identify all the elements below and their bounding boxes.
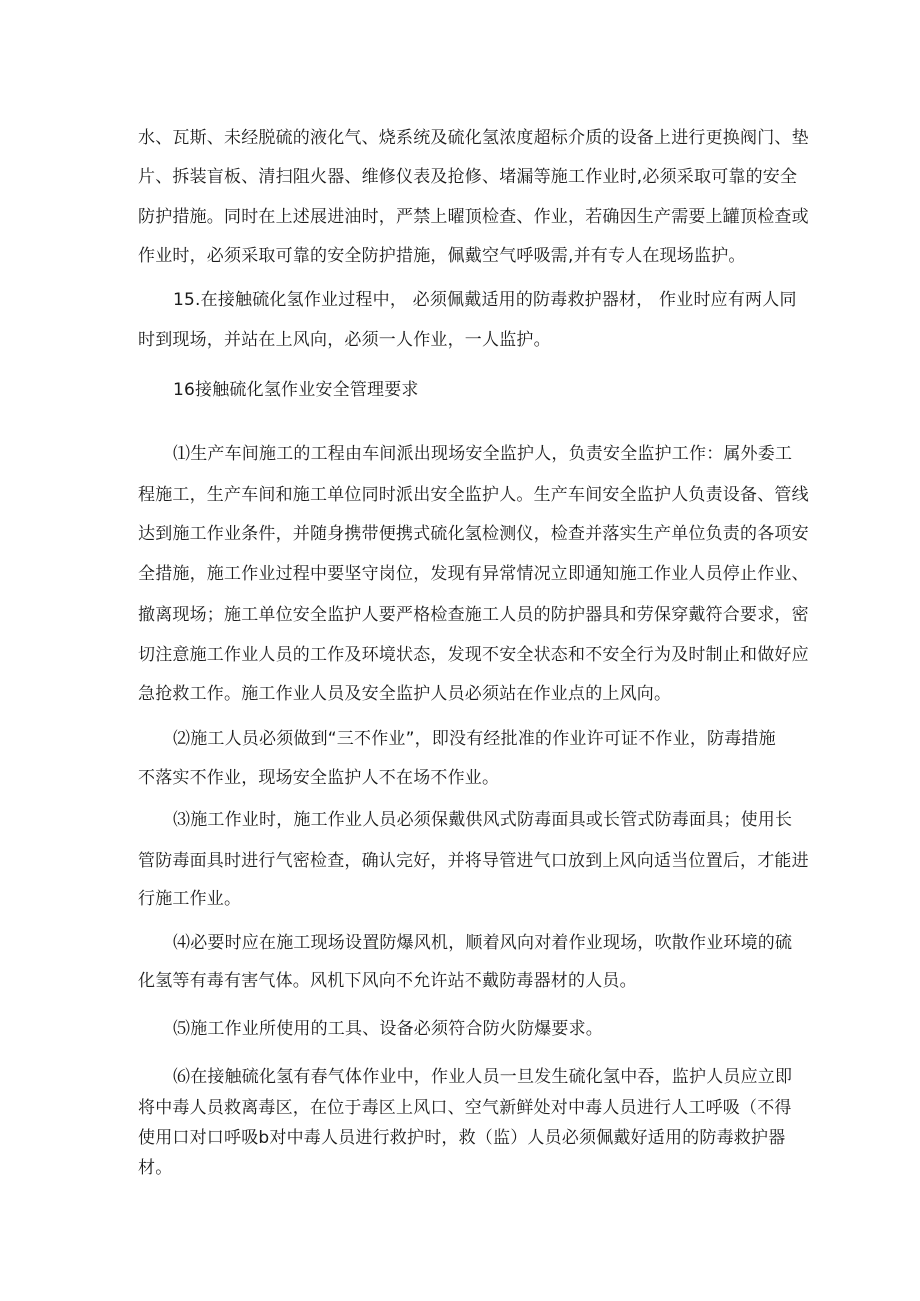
text-line: 化氢等有毒有害气体。风机下风向不允许站不戴防毒器材的人员。	[138, 971, 637, 991]
text-line: 达到施工作业条件，并随身携带便携式硫化氢检测仪，检查并落实生产单位负责的各项安	[138, 524, 809, 544]
text-line: 不落实不作业，现场安全监护人不在场不作业。	[138, 768, 500, 788]
item-2-line: ⑵施工人员必须做到“三不作业”，即没有经批准的作业许可证不作业，防毒措施	[173, 729, 776, 749]
text-line: 防护措施。同时在上述展进油时，严禁上曜顶检查、作业，若确因生产需要上罐顶检查或	[138, 207, 809, 227]
section-heading: 16接触硫化氢作业安全管理要求	[173, 380, 419, 400]
text-line: 急抢救工作。施工作业人员及安全监护人员必须站在作业点的上风向。	[138, 684, 672, 704]
paragraph-15-line: 15.在接触硫化氢作业过程中， 必须佩戴适用的防毒救护器材， 作业时应有两人同	[173, 290, 797, 310]
text-line: 时到现场，并站在上风向，必须一人作业，一人监护。	[138, 330, 551, 350]
text-line: 行施工作业。	[138, 889, 242, 909]
text-line: 将中毒人员救离毒区，在位于毒区上风口、空气新鲜处对中毒人员进行人工呼吸（不得	[138, 1098, 792, 1118]
item-3-line: ⑶施工作业时，施工作业人员必须保戴供风式防毒面具或长管式防毒面具；使用长	[173, 810, 793, 830]
text-line: 管防毒面具时进行气密检查，确认完好，并将导管进气口放到上风向适当位置后，才能进	[138, 851, 809, 871]
text-line: 全措施，施工作业过程中要坚守岗位，发现有异常情况立即通知施工作业人员停止作业、	[138, 564, 809, 584]
item-5-line: ⑸施工作业所使用的工具、设备必须符合防火防爆要求。	[173, 1019, 603, 1039]
item-4-line: ⑷必要时应在施工现场设置防爆风机，顺着风向对着作业现场，吹散作业环境的硫	[173, 933, 793, 953]
text-line: 作业时，必须采取可靠的安全防护措施，佩戴空气呼吸需,并有专人在现场监护。	[138, 246, 746, 266]
text-line: 切注意施工作业人员的工作及环境状态，发现不安全状态和不安全行为及时制止和做好应	[138, 645, 809, 665]
text-line: 使用口对口呼吸b对中毒人员进行救护时，救（监）人员必须佩戴好适用的防毒救护器	[138, 1128, 786, 1148]
text-line: 程施工，生产车间和施工单位同时派出安全监护人。生产车间安全监护人负责设备、管线	[138, 485, 809, 505]
text-line: 片、拆装盲板、清扫阻火器、维修仪表及抢修、堵漏等施工作业时,必须采取可靠的安全	[138, 167, 798, 187]
text-line: 材。	[138, 1158, 173, 1178]
text-line: 撤离现场；施工单位安全监护人要严格检查施工人员的防护器具和劳保穿戴符合要求，密	[138, 605, 809, 625]
item-1-line: ⑴生产车间施工的工程由车间派出现场安全监护人，负责安全监护工作：属外委工	[173, 444, 793, 464]
text-line: 水、瓦斯、未经脱硫的液化气、烧系统及硫化氢浓度超标介质的设备上进行更换阀门、垫	[138, 128, 809, 148]
item-6-line: ⑹在接触硫化氢有春气体作业中，作业人员一旦发生硫化氢中吞，监护人员应立即	[173, 1067, 793, 1087]
